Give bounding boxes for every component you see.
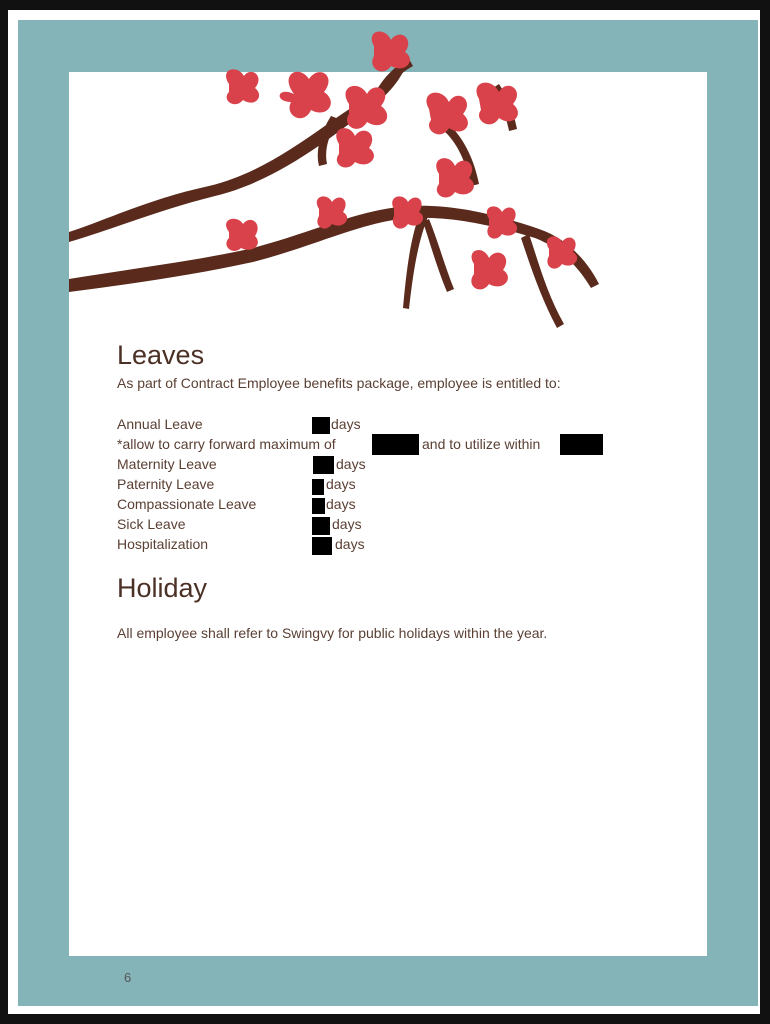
- maternity-leave-label: Maternity Leave: [117, 456, 217, 472]
- annual-leave-unit: days: [331, 416, 361, 432]
- redaction-box: [372, 434, 419, 455]
- sick-leave-label: Sick Leave: [117, 516, 186, 532]
- redaction-box: [312, 517, 330, 535]
- sick-leave-unit: days: [332, 516, 362, 532]
- page-number: 6: [124, 970, 132, 985]
- carry-forward-middle: and to utilize within: [422, 436, 541, 452]
- hospitalization-unit: days: [335, 536, 365, 552]
- leaves-intro: As part of Contract Employee benefits package, employee is entitled to:: [117, 375, 561, 391]
- annual-leave-label: Annual Leave: [117, 416, 203, 432]
- holiday-heading: Holiday: [117, 573, 208, 603]
- holiday-text: All employee shall refer to Swingvy for public holidays within the year.: [117, 625, 548, 641]
- redaction-box: [312, 537, 332, 555]
- paternity-leave-unit: days: [326, 476, 356, 492]
- redaction-box: [313, 456, 334, 474]
- carry-forward-prefix: *allow to carry forward maximum of: [117, 436, 336, 452]
- blossom-branch-illustration: [69, 24, 609, 344]
- hospitalization-label: Hospitalization: [117, 536, 209, 552]
- compassionate-leave-unit: days: [326, 496, 356, 512]
- paternity-leave-label: Paternity Leave: [117, 476, 215, 492]
- compassionate-leave-label: Compassionate Leave: [117, 496, 257, 512]
- redaction-box: [312, 479, 324, 495]
- maternity-leave-unit: days: [336, 456, 366, 472]
- redaction-box: [560, 434, 603, 455]
- redaction-box: [312, 498, 325, 514]
- leaves-heading: Leaves: [117, 340, 205, 370]
- redaction-box: [312, 417, 330, 434]
